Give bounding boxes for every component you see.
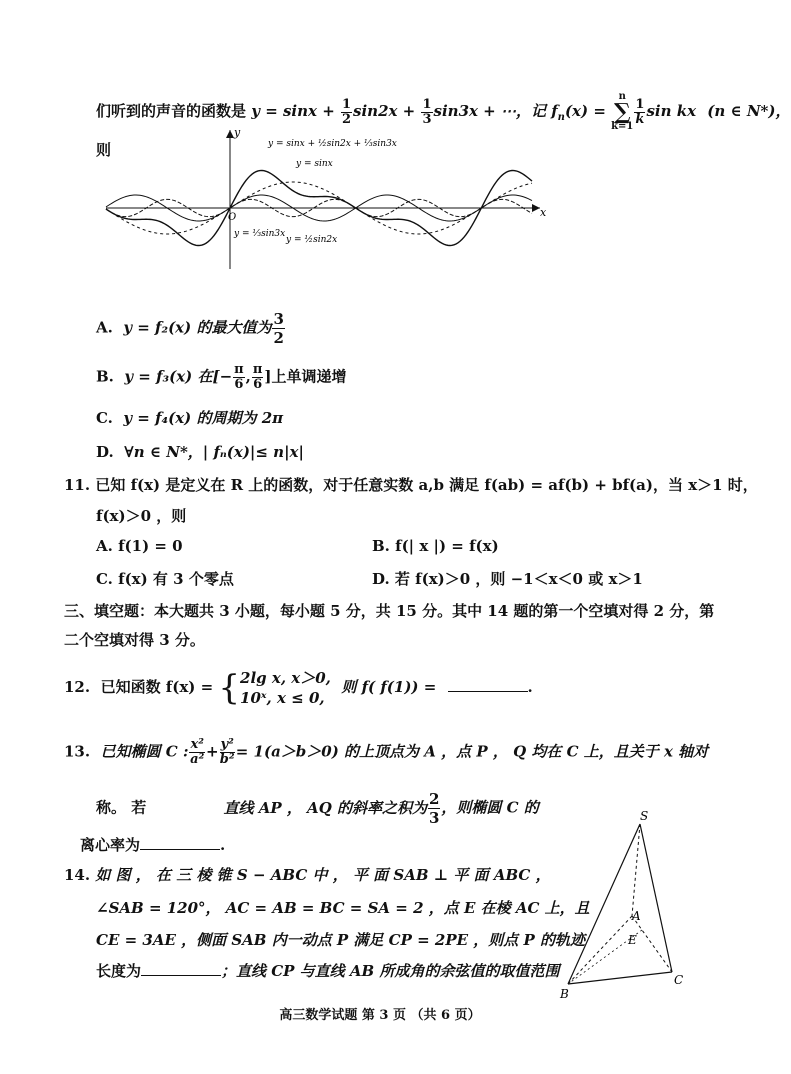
frac-num: π xyxy=(234,362,244,377)
q10-option-a xyxy=(96,310,286,347)
label-sin3x: y = ⅓sin3x xyxy=(234,229,286,239)
vertex-C: C xyxy=(674,973,684,987)
q12-lead: 已知函数 f(x) = xyxy=(100,678,214,696)
period: . xyxy=(220,836,226,854)
piecewise-cases xyxy=(240,668,331,708)
option-label: B. xyxy=(96,367,114,386)
label-sum-curve: y = sinx + ½sin2x + ⅓sin3x xyxy=(268,139,397,149)
frac-den: 3 xyxy=(428,809,440,827)
option-text: y = f₂(x) 的最大值为 xyxy=(123,318,272,337)
q11-option-c: C. f(x) 有 3 个零点 xyxy=(96,570,234,588)
intro-lead: 们听到的声音的函数是 xyxy=(96,102,247,120)
option-text: ∀n ∈ N*，| fₙ(x)|≤ n|x| xyxy=(124,443,304,461)
q14-line4 xyxy=(96,960,559,981)
edge-SC xyxy=(640,824,672,972)
frac-num: y² xyxy=(220,737,234,752)
frac-den: b² xyxy=(219,752,235,767)
q13-line3-text: 离心率为 xyxy=(80,836,141,854)
edge-BC xyxy=(568,972,672,984)
edge-SB xyxy=(568,824,640,984)
question-number: 11. xyxy=(64,476,91,494)
option-tail: ]上单调递增 xyxy=(264,367,347,386)
pyramid-figure xyxy=(556,808,706,1004)
y-axis-label: y xyxy=(234,126,241,139)
vertex-S: S xyxy=(640,809,649,823)
sum-top: n xyxy=(618,91,626,102)
q11-option-a: A. f(1) = 0 xyxy=(96,537,183,555)
label-sinx: y = sinx xyxy=(296,159,333,169)
q11-stem-line2: f(x)＞0 ，则 xyxy=(96,507,187,525)
q10-option-b xyxy=(96,363,347,392)
q13-line2 xyxy=(96,790,539,827)
q12-tail: 则 f( f(1)) = xyxy=(341,678,437,696)
q13-rest: = 1(a＞b＞0) 的上顶点为 A ，点 P ， Q 均在 C 上，且关于 x 轴对 xyxy=(235,742,709,761)
q10-option-c xyxy=(96,407,283,428)
frac-den: 3 xyxy=(422,111,432,127)
option-text: y = f₄(x) 的周期为 2π xyxy=(123,409,284,427)
frac-den: k xyxy=(635,111,645,127)
q14-line1 xyxy=(64,864,551,885)
separator: , xyxy=(245,367,251,386)
q11-stem1: 已知 f(x) 是定义在 R 上的函数，对于任意实数 a,b 满足 f(ab) = af(b) + bf(a)，当 x＞1 时， xyxy=(95,476,758,494)
frac-num: 1 xyxy=(422,96,432,112)
origin-label: O xyxy=(228,212,237,223)
q13-line2a: 称。 若 xyxy=(96,798,147,817)
page-footer: 高三数学试题 第 3 页 （共 6 页） xyxy=(279,1008,481,1023)
question-number: 12. xyxy=(64,678,91,696)
q14-l4b: ；直线 CP 与直线 AB 所成角的余弦值的取值范围 xyxy=(221,962,560,980)
intro-expr: y = sinx + xyxy=(251,102,340,120)
period: . xyxy=(527,678,533,696)
wave-graph xyxy=(100,124,560,274)
frac-den: 2 xyxy=(341,111,352,127)
intro-then: 则 xyxy=(96,141,112,159)
label-sin2x: y = ½sin2x xyxy=(286,235,338,245)
intro-term3: sin3x + ⋯，记 xyxy=(433,102,546,120)
question-number: 14. xyxy=(64,866,91,884)
section-heading-line2: 二个空填对得 3 分。 xyxy=(64,631,205,649)
answer-blank[interactable] xyxy=(140,835,220,850)
intro-line: 们听到的声音的函数是 y = sinx + $\frac{1}{2}$ sin2x + $\frac{1}{3}$ sin3x + ⋯，记 $f_n(x)$ = n ∑ k=1 $\frac{1}{k}$ sin kx (n ∈ N*)， xyxy=(96,91,791,132)
answer-blank[interactable] xyxy=(141,961,221,976)
intro-cond: (n ∈ N*)， xyxy=(707,102,791,120)
frac-num: x² xyxy=(190,737,204,752)
section-heading-line1: 三、填空题：本大题共 3 小题，每小题 5 分，共 15 分。其中 14 题的第一个空填对得 2 分，第 xyxy=(64,602,715,620)
question-number: 13. xyxy=(64,742,91,761)
q13-line3 xyxy=(80,834,225,855)
frac-den: 6 xyxy=(253,377,263,392)
option-label: C. xyxy=(96,409,113,427)
q13-lead: 已知椭圆 C : xyxy=(100,742,189,761)
fn-symbol: f xyxy=(551,102,558,120)
frac-num: 3 xyxy=(273,310,284,328)
frac-num: 2 xyxy=(428,790,440,808)
q11-option-d: D. 若 f(x)＞0 ，则 −1＜x＜0 或 x＞1 xyxy=(372,570,643,588)
q14-line3: CE = 3AE ，侧面 SAB 内一动点 P 满足 CP = 2PE ，则点 P 的轨迹 xyxy=(96,931,585,949)
answer-blank[interactable] xyxy=(448,677,528,692)
q11-option-b: B. f(| x |) = f(x) xyxy=(372,537,499,555)
frac-den: a² xyxy=(190,752,205,767)
option-text: y = f₃(x) 在[− xyxy=(124,367,233,386)
q13-line1 xyxy=(64,738,708,767)
piecewise-brace: { xyxy=(218,668,241,708)
q14-l1: 如 图 ， 在 三 棱 锥 S − ABC 中 ， 平 面 SAB ⊥ 平 面 ABC ， xyxy=(95,866,551,884)
frac-num: π xyxy=(252,362,263,377)
intro-term2: sin2x + xyxy=(353,102,421,120)
q14-line2: ∠SAB = 120°， AC = AB = BC = SA = 2 ，点 E 在棱 AC 上，且 xyxy=(96,899,590,917)
point-E: E xyxy=(628,933,637,947)
vertex-B: B xyxy=(560,987,569,1001)
case-1: 2lg x, x＞0, xyxy=(240,669,331,687)
x-axis-label: x xyxy=(540,206,547,219)
q12 xyxy=(64,668,533,708)
q11-stem-line1 xyxy=(64,474,758,495)
frac-den: 6 xyxy=(234,377,244,392)
frac-num: 1 xyxy=(341,96,352,112)
plus: + xyxy=(205,742,219,761)
q13-line2c: ，则椭圆 C 的 xyxy=(441,798,539,817)
q14-l4a: 长度为 xyxy=(96,962,142,980)
q13-line2b: 直线 AP ， AQ 的斜率之积为 xyxy=(223,798,427,817)
vertex-A: A xyxy=(632,909,641,923)
frac-den: 2 xyxy=(273,329,284,347)
sum-tail: sin kx xyxy=(646,102,697,120)
option-label: A. xyxy=(96,318,113,337)
frac-num: 1 xyxy=(635,96,645,112)
option-label: D. xyxy=(96,443,114,461)
case-2: 10ˣ, x ≤ 0, xyxy=(240,689,325,707)
sum-bottom: k=1 xyxy=(611,121,634,132)
q10-option-d xyxy=(96,441,304,462)
edge-AB xyxy=(568,916,632,984)
